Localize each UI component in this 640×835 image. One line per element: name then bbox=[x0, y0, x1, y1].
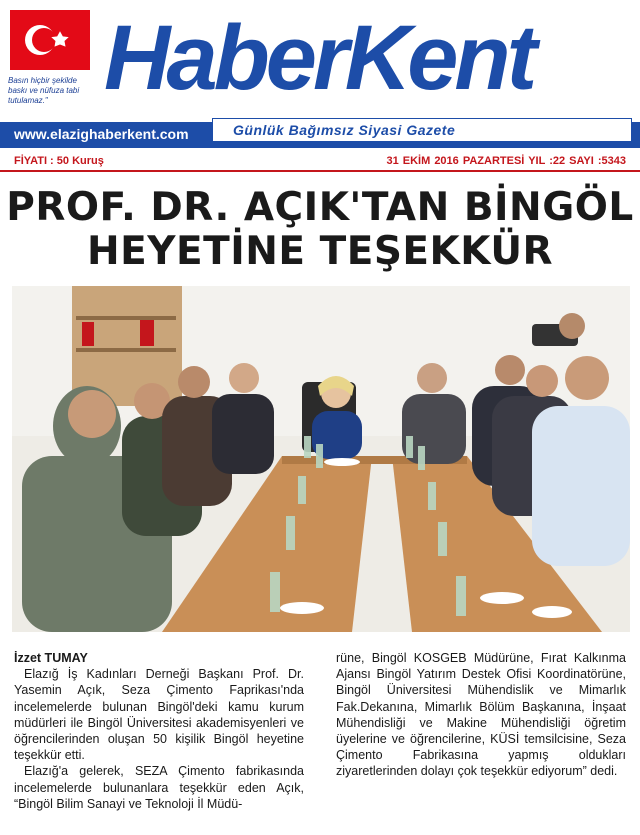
brand-logo bbox=[104, 8, 634, 108]
article-paragraph: Elazığ'a gelerek, SEZA Çimento fabrikasında incelemelerde bulunanlara teşekkür eden Açık, “Bingöl Bilim Sanayi ve Teknoloji İl Müdü- bbox=[14, 764, 304, 811]
press-slogan: Basın hiçbir şekilde baskı ve nüfuza tabi tutulamaz." bbox=[8, 76, 80, 105]
tagline-box bbox=[212, 118, 632, 142]
byline: İzzet TUMAY bbox=[14, 651, 88, 665]
brand-name: HaberKent bbox=[104, 7, 534, 109]
article-paragraph: rüne, Bingöl KOSGEB Müdürüne, Fırat Kalkınma Ajansı Bingöl Yatırım Destek Ofisi Koordinatörüne, Bingöl Üniversitesi Mühendislik ve Mimarlık Fak.Dekanına, Mimarlık Bölüm Başkanına, İnşaat Mühendisliği ve Makine Mühendisliği öğretim üyelerine ve öğrencilerine, KÜSİ temsilcisine, Seza Çimento Fabrikasına yapmış oldukları ziyaretlerinden dolayı çok teşekkür ediyorum” dedi. bbox=[336, 651, 626, 779]
article-column-right bbox=[336, 650, 626, 780]
issue-date-label: 31 EKİM 2016 PAZARTESİ YIL :22 SAYI :5343 bbox=[386, 155, 626, 167]
headline-line-1: PROF. DR. AÇIK'TAN BİNGÖL bbox=[6, 185, 634, 230]
tagline: Günlük Bağımsız Siyasi Gazete bbox=[233, 122, 456, 138]
article-body bbox=[14, 650, 626, 830]
price-label: FİYATI : 50 Kuruş bbox=[14, 155, 104, 167]
turkish-flag-icon bbox=[10, 10, 90, 70]
issue-info-bar bbox=[0, 152, 640, 172]
news-photo bbox=[12, 286, 630, 632]
masthead bbox=[0, 0, 640, 122]
article-column-left bbox=[14, 650, 304, 812]
logo-block bbox=[6, 6, 94, 118]
headline-line-2: HEYETİNE TEŞEKKÜR bbox=[86, 229, 554, 274]
website-url[interactable]: www.elazighaberkent.com bbox=[14, 126, 189, 142]
article-paragraph: Elazığ İş Kadınları Derneği Başkanı Prof. Dr. Yasemin Açık, Seza Çimento Faprikası'nda incelemelerde bulunan Bingöl'deki kamu kurum müdürleri ile Bingöl Üniversitesi akademisyenleri ve öğrencilerinden oluşan 50 kişilik Bingöl heyetine teşekkür etti. bbox=[14, 667, 304, 763]
headline bbox=[0, 186, 640, 274]
